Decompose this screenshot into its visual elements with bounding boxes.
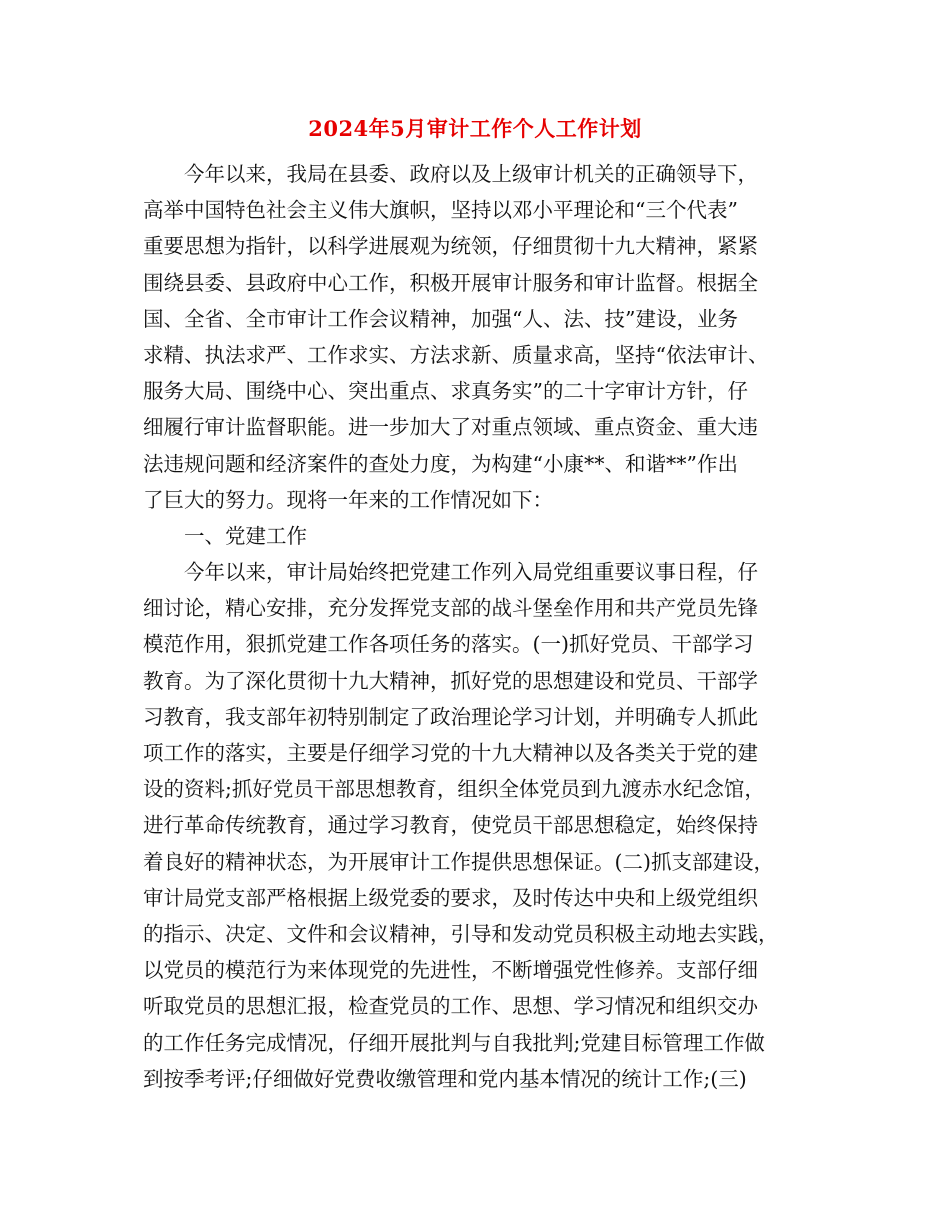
text-line: 细履行审计监督职能。进一步加大了对重点领域、重点资金、重大违 [143, 415, 758, 440]
text-line: 设的资料;抓好党员干部思想教育，组织全体党员到九渡赤水纪念馆， [143, 777, 765, 802]
text-line: 听取党员的思想汇报，检查党员的工作、思想、学习情况和组织交办 [143, 994, 758, 1019]
text-line: 的工作任务完成情况，仔细开展批判与自我批判;党建目标管理工作做 [143, 1030, 765, 1055]
text-line: 围绕县委、县政府中心工作，积极开展审计服务和审计监督。根据全 [143, 270, 758, 295]
text-line: 重要思想为指针，以科学进展观为统领，仔细贯彻十九大精神，紧紧 [143, 234, 758, 259]
text-line: 着良好的精神状态，为开展审计工作提供思想保证。(二)抓支部建设， [143, 849, 774, 874]
section-heading: 一、党建工作 [184, 523, 307, 548]
text-line: 习教育，我支部年初特别制定了政治理论学习计划，并明确专人抓此 [143, 704, 758, 729]
text-line: 高举中国特色社会主义伟大旗帜，坚持以邓小平理论和“三个代表” [143, 198, 738, 223]
text-line: 到按季考评;仔细做好党费收缴管理和党内基本情况的统计工作;(三) [143, 1066, 747, 1091]
text-line: 审计局党支部严格根据上级党委的要求，及时传达中央和上级党组织 [143, 885, 758, 910]
text-line: 求精、执法求严、工作求实、方法求新、质量求高，坚持“依法审计、 [143, 342, 769, 367]
text-line: 教育。为了深化贯彻十九大精神，抓好党的思想建设和党员、干部学 [143, 668, 758, 693]
text-line: 细讨论，精心安排，充分发挥党支部的战斗堡垒作用和共产党员先锋 [143, 596, 758, 621]
text-line: 以党员的模范行为来体现党的先进性，不断增强党性修养。支部仔细 [143, 958, 758, 983]
text-line: 了巨大的努力。现将一年来的工作情况如下： [143, 487, 553, 512]
text-line: 进行革命传统教育，通过学习教育，使党员干部思想稳定，始终保持 [143, 813, 758, 838]
document-body [143, 156, 813, 1097]
text-line: 项工作的落实，主要是仔细学习党的十九大精神以及各类关于党的建 [143, 741, 758, 765]
text-line: 法违规问题和经济案件的查处力度，为构建“小康**、和谐**”作出 [143, 451, 738, 476]
text-line: 服务大局、围绕中心、突出重点、求真务实”的二十字审计方针，仔 [143, 379, 748, 404]
text-line: 的指示、决定、文件和会议精神，引导和发动党员积极主动地去实践， [143, 921, 779, 946]
text-line: 今年以来，我局在县委、政府以及上级审计机关的正确领导下， [184, 162, 758, 186]
text-line: 模范作用，狠抓党建工作各项任务的落实。(一)抓好党员、干部学习 [143, 632, 754, 657]
document-title: 2024年5月审计工作个人工作计划 [308, 116, 642, 141]
text-line: 国、全省、全市审计工作会议精神，加强“人、法、技”建设，业务 [143, 306, 738, 331]
text-line: 今年以来，审计局始终把党建工作列入局党组重要议事日程，仔 [184, 560, 758, 585]
